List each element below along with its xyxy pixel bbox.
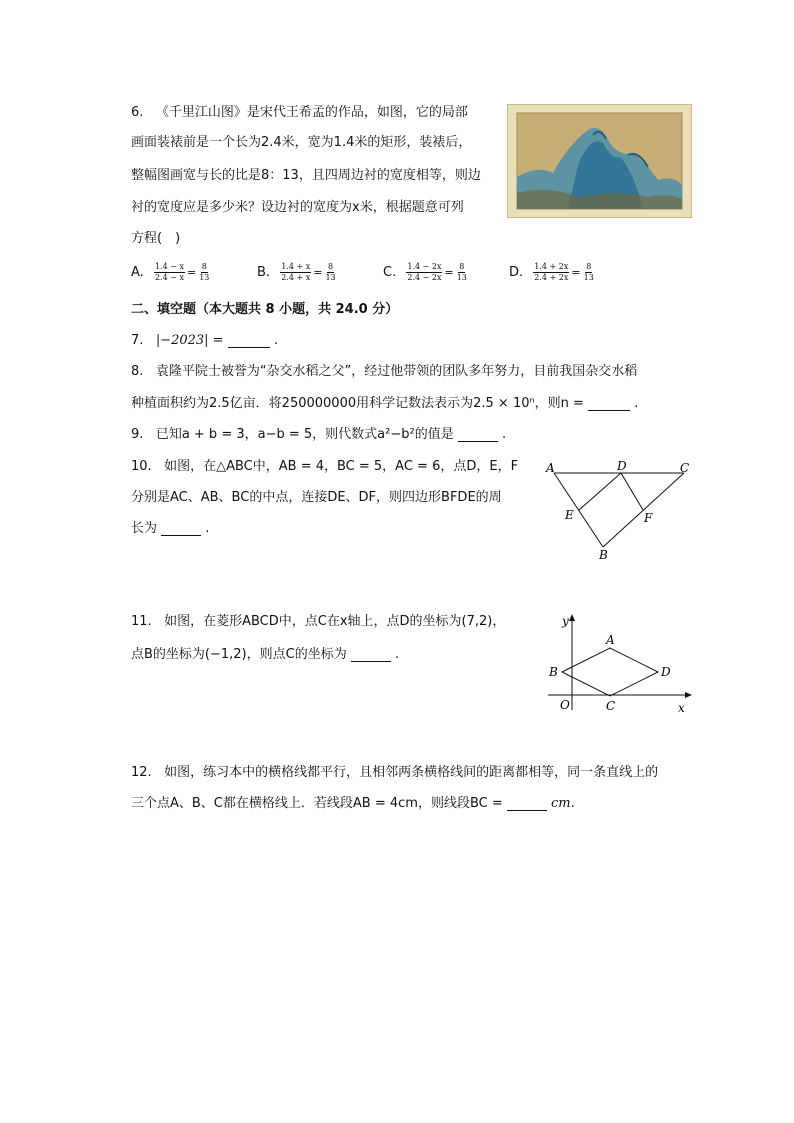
q10-line-3: 长为 .: [131, 521, 210, 536]
q10-line-2: 分别是AC、AB、BC的中点，连接DE、DF，则四边形BFDE的周: [131, 490, 502, 505]
q6-option-c[interactable]: C. $\frac{1.4 - 2x}{2.4 - 2x}$ = $\frac{8}{13}$: [383, 262, 467, 282]
q6-option-b[interactable]: B. $\frac{1.4 + x}{2.4 + x}$ = $\frac{8}{13}$: [257, 262, 336, 282]
q6-text-1: 《千里江山图》是宋代王希孟的作品，如图，它的局部: [155, 105, 468, 120]
label-b: B: [599, 548, 608, 562]
rhombus-figure: [540, 610, 700, 720]
label-x: x: [678, 701, 685, 715]
q6-number: 6.: [131, 105, 144, 120]
q7-answer-blank[interactable]: [228, 333, 270, 348]
q10-answer-blank[interactable]: [161, 521, 201, 536]
label-c: C: [606, 699, 616, 713]
label-d: D: [617, 459, 627, 473]
section-heading: 二、填空题（本大题共 8 小题，共 24.0 分）: [131, 302, 399, 317]
q8-line-1: 8. 袁隆平院士被誉为“杂交水稻之父”，经过他带领的团队多年努力，目前我国杂交水稻: [131, 364, 638, 379]
q11-answer-blank[interactable]: [351, 647, 391, 662]
q6-line-2: 画面装裱前是一个长为2.4米，宽为1.4米的矩形，装裱后，: [131, 135, 472, 150]
q12-line-2: 三个点A、B、C都在横格线上．若线段AB = 4cm，则线段BC = cm.: [131, 796, 575, 811]
q9: 9. 已知a + b = 3，a−b = 5，则代数式a²−b²的值是 .: [131, 427, 507, 442]
label-d: D: [661, 665, 671, 679]
option-a-fraction: $\frac{1.4 - x}{2.4 - x}$: [154, 262, 184, 282]
painting-illustration: [508, 105, 691, 217]
q9-answer-blank[interactable]: [458, 427, 498, 442]
q6-line-3: 整幅图画宽与长的比是8：13，且四周边衬的宽度相等，则边: [131, 168, 481, 183]
label-a: A: [606, 633, 615, 647]
q6-option-d[interactable]: D. $\frac{1.4 + 2x}{2.4 + 2x}$ = $\frac{8}{13}$: [509, 262, 594, 282]
q11-line-2: 点B的坐标为(−1,2)，则点C的坐标为 .: [131, 647, 400, 662]
option-c-fraction: $\frac{1.4 - 2x}{2.4 - 2x}$: [407, 262, 442, 282]
label-o: O: [560, 698, 570, 712]
label-b: B: [549, 665, 558, 679]
painting-image: [507, 104, 692, 218]
q6-line-5: 方程( ): [131, 231, 181, 246]
q6-line-1: [131, 98, 468, 128]
q6-option-a[interactable]: A. $\frac{1.4 - x}{2.4 - x}$ = $\frac{8}{13}$: [131, 262, 210, 282]
option-b-fraction: $\frac{1.4 + x}{2.4 + x}$: [281, 262, 311, 282]
q6-line-4: 衬的宽度应是多少米？设边衬的宽度为x米，根据题意可列: [131, 200, 464, 215]
q8-answer-blank[interactable]: [588, 396, 630, 411]
q10-line-1: 10. 如图，在△ABC中，AB = 4，BC = 5，AC = 6，点D，E，F: [131, 459, 519, 474]
q12-line-1: 12. 如图，练习本中的横格线都平行，且相邻两条横格线间的距离都相等，同一条直线上的: [131, 765, 659, 780]
label-c: C: [680, 461, 690, 475]
label-e: E: [565, 508, 574, 522]
q7: 7. |−2023| = .: [131, 333, 278, 348]
q8-line-2: 种植面积约为2.5亿亩．将250000000用科学记数法表示为2.5 × 10ⁿ，则n = .: [131, 396, 639, 411]
label-y: y: [562, 614, 569, 628]
option-d-fraction: $\frac{1.4 + 2x}{2.4 + 2x}$: [534, 262, 569, 282]
triangle-figure: [540, 455, 700, 565]
label-a: A: [546, 461, 555, 475]
q11-line-1: 11. 如图，在菱形ABCD中，点C在x轴上，点D的坐标为(7,2)，: [131, 614, 506, 629]
label-f: F: [644, 511, 653, 525]
q12-answer-blank[interactable]: [507, 796, 547, 811]
